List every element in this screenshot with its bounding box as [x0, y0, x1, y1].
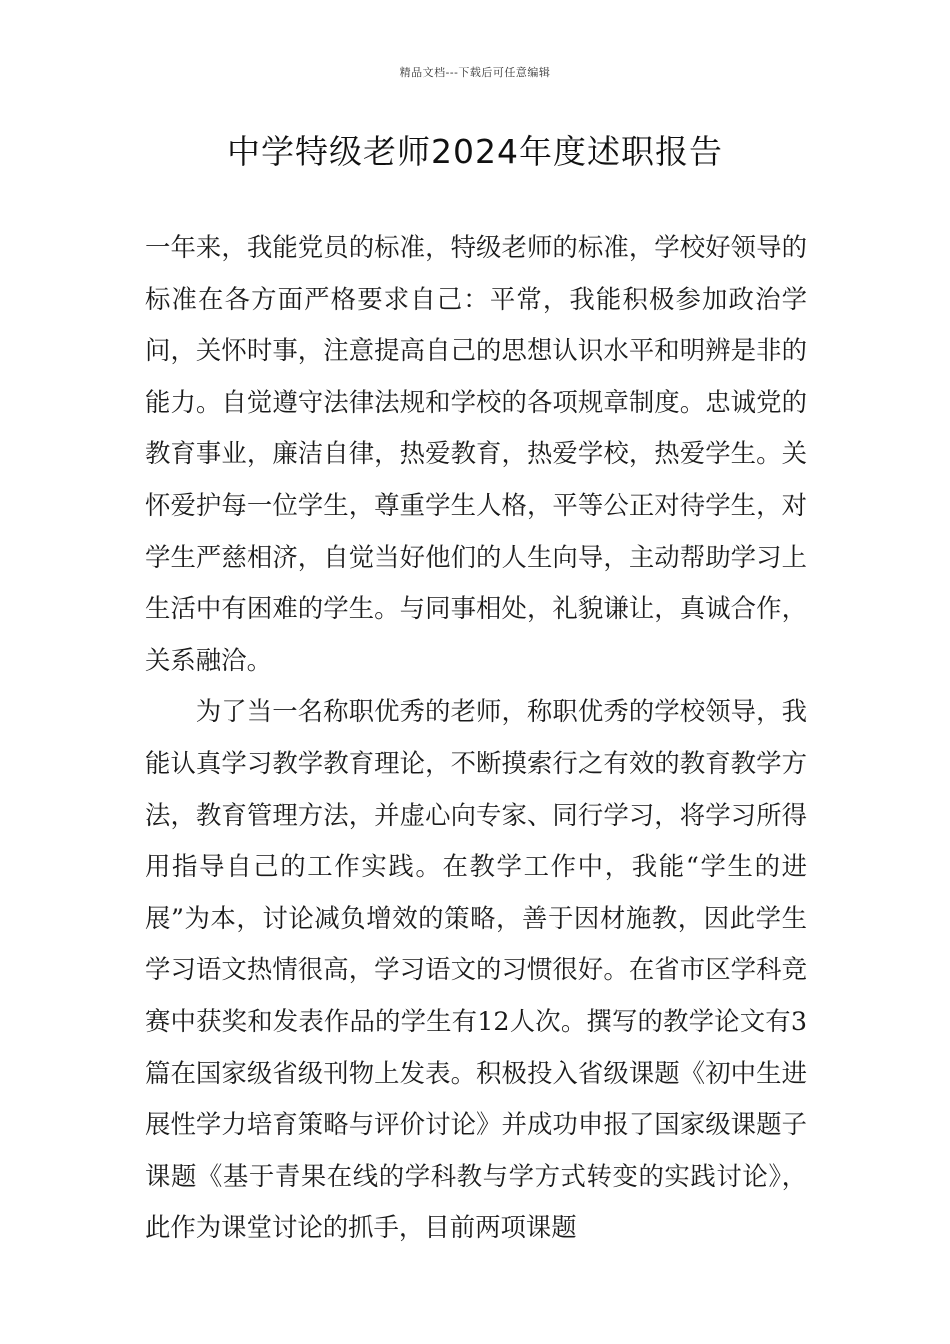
body-paragraph-2: 为了当一名称职优秀的老师，称职优秀的学校领导，我能认真学习教学教育理论，不断摸索行之有效的教育教学方法，教育管理方法，并虚心向专家、同行学习，将学习所得用指导自己的工作实践。在教学工作中，我能“学生的进展”为本，讨论减负增效的策略，善于因材施教，因此学生学习语文热情很高，学习语文的习惯很好。在省市区学科竞赛中获奖和发表作品的学生有12人次。撰写的教学论文有3篇在国家级省级刊物上发表。积极投入省级课题《初中生进展性学力培育策略与评价讨论》并成功申报了国家级课题子课题《基于青果在线的学科教与学方式转变的实践讨论》，此作为课堂讨论的抓手，目前两项课题	[145, 696, 807, 1243]
body-paragraph-1: 一年来，我能党员的标准，特级老师的标准，学校好领导的标准在各方面严格要求自己：平常，我能积极参加政治学问，关怀时事，注意提高自己的思想认识水平和明辨是非的能力。自觉遵守法律法规和学校的各项规章制度。忠诚党的教育事业，廉洁自律，热爱教育，热爱学校，热爱学生。关怀爱护每一位学生，尊重学生人格，平等公正对待学生，对学生严慈相济，自觉当好他们的人生向导，主动帮助学习上生活中有困难的学生。与同事相处，礼貌谦让，真诚合作，关系融洽。	[145, 232, 807, 675]
header-note: 精品文档---下载后可任意编辑	[399, 66, 551, 79]
document-body	[145, 222, 807, 1254]
document-title: 中学特级老师2024年度述职报告	[227, 132, 723, 171]
